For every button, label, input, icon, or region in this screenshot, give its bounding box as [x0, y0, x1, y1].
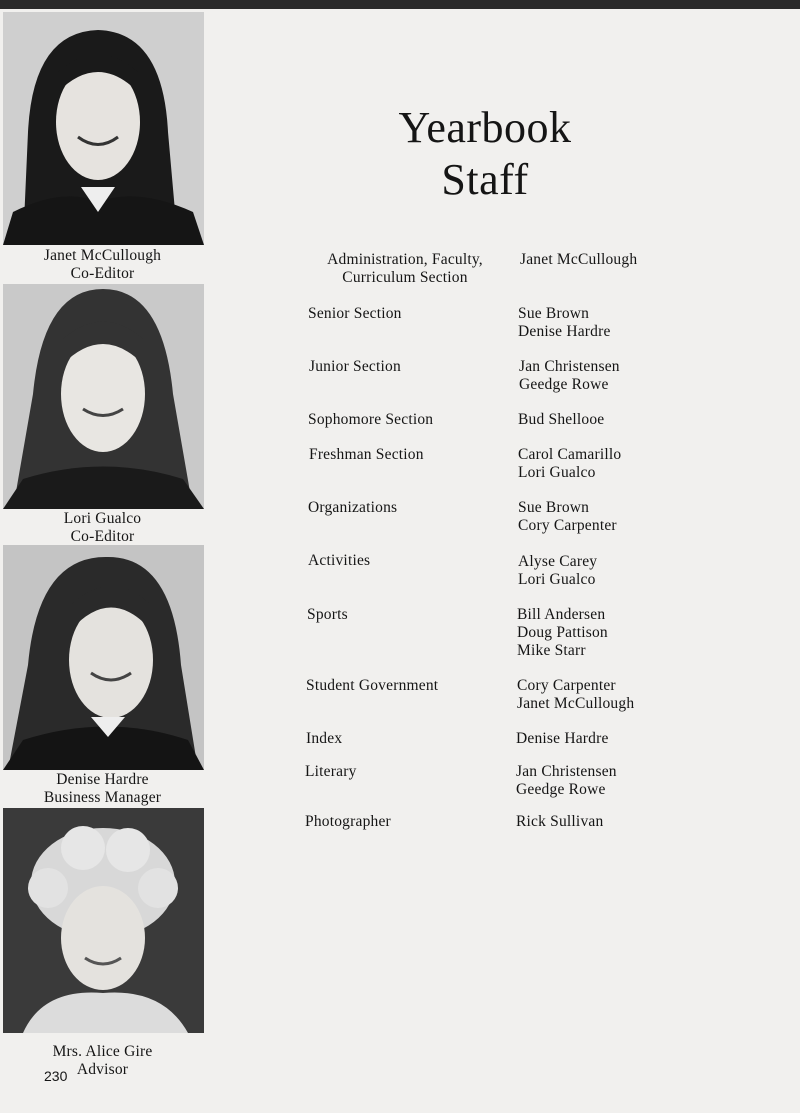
portrait-photo-janet-mccullough — [3, 12, 204, 245]
staff-section-label: Activities — [308, 552, 371, 569]
staff-names — [516, 730, 609, 748]
staff-section-label — [310, 251, 500, 287]
page-title — [380, 102, 590, 206]
portrait-caption — [0, 771, 205, 807]
staff-names — [518, 553, 597, 589]
staff-name: Janet McCullough — [517, 695, 635, 712]
staff-name: Sue Brown — [518, 499, 590, 516]
staff-section-label: Literary — [305, 763, 357, 780]
staff-name: Cory Carpenter — [518, 517, 617, 534]
staff-names — [518, 305, 611, 341]
staff-names — [517, 606, 608, 660]
title-line-2: Staff — [441, 155, 529, 204]
staff-section-label: Organizations — [308, 499, 398, 516]
staff-names — [518, 499, 617, 535]
section-label-line-1: Administration, Faculty, — [327, 251, 483, 268]
staff-section-label: Sophomore Section — [308, 411, 434, 428]
staff-name: Janet McCullough — [520, 251, 638, 268]
portrait-photo-alice-gire — [3, 808, 204, 1033]
staff-name: Geedge Rowe — [519, 376, 609, 393]
staff-name: Doug Pattison — [517, 624, 608, 641]
section-label-line-2: Curriculum Section — [342, 269, 468, 286]
portrait-role: Co-Editor — [70, 265, 135, 282]
portrait-caption — [0, 247, 205, 283]
title-line-1: Yearbook — [398, 103, 572, 152]
portrait-role: Co-Editor — [70, 528, 135, 545]
portrait-role: Business Manager — [43, 789, 162, 806]
staff-name: Bud Shellooe — [518, 411, 605, 428]
staff-section-label: Junior Section — [309, 358, 401, 375]
portrait-photo-lori-gualco — [3, 284, 204, 509]
page-top-edge — [0, 0, 800, 9]
staff-section-label: Freshman Section — [309, 446, 424, 463]
portrait-name: Janet McCullough — [43, 247, 162, 264]
staff-section-label: Sports — [307, 606, 348, 623]
portrait-caption — [0, 510, 205, 546]
portrait-name: Denise Hardre — [56, 771, 149, 788]
staff-names — [516, 813, 603, 831]
staff-section-label: Index — [306, 730, 343, 747]
staff-name: Bill Andersen — [517, 606, 606, 623]
staff-names — [518, 411, 604, 429]
staff-name: Sue Brown — [518, 305, 590, 322]
staff-names — [520, 251, 637, 269]
staff-section-label: Senior Section — [308, 305, 402, 322]
staff-section-label: Photographer — [305, 813, 391, 830]
portrait-name: Lori Gualco — [63, 510, 142, 527]
staff-names — [518, 446, 621, 482]
staff-names — [519, 358, 620, 394]
staff-name: Lori Gualco — [518, 571, 596, 588]
staff-name: Cory Carpenter — [517, 677, 616, 694]
staff-name: Denise Hardre — [516, 730, 609, 747]
staff-name: Jan Christensen — [519, 358, 620, 375]
staff-section-label: Student Government — [306, 677, 439, 694]
staff-name: Jan Christensen — [516, 763, 617, 780]
staff-name: Rick Sullivan — [516, 813, 604, 830]
portrait-photo-denise-hardre — [3, 545, 204, 770]
portrait-caption — [0, 1043, 205, 1079]
staff-names — [517, 677, 634, 713]
staff-name: Carol Camarillo — [518, 446, 622, 463]
page-number: 230 — [44, 1068, 68, 1084]
portrait-role: Advisor — [76, 1061, 129, 1078]
staff-name: Geedge Rowe — [516, 781, 606, 798]
staff-name: Alyse Carey — [518, 553, 598, 570]
staff-name: Denise Hardre — [518, 323, 611, 340]
staff-names — [516, 763, 617, 799]
portrait-name: Mrs. Alice Gire — [52, 1043, 153, 1060]
staff-name: Lori Gualco — [518, 464, 596, 481]
staff-name: Mike Starr — [517, 642, 586, 659]
